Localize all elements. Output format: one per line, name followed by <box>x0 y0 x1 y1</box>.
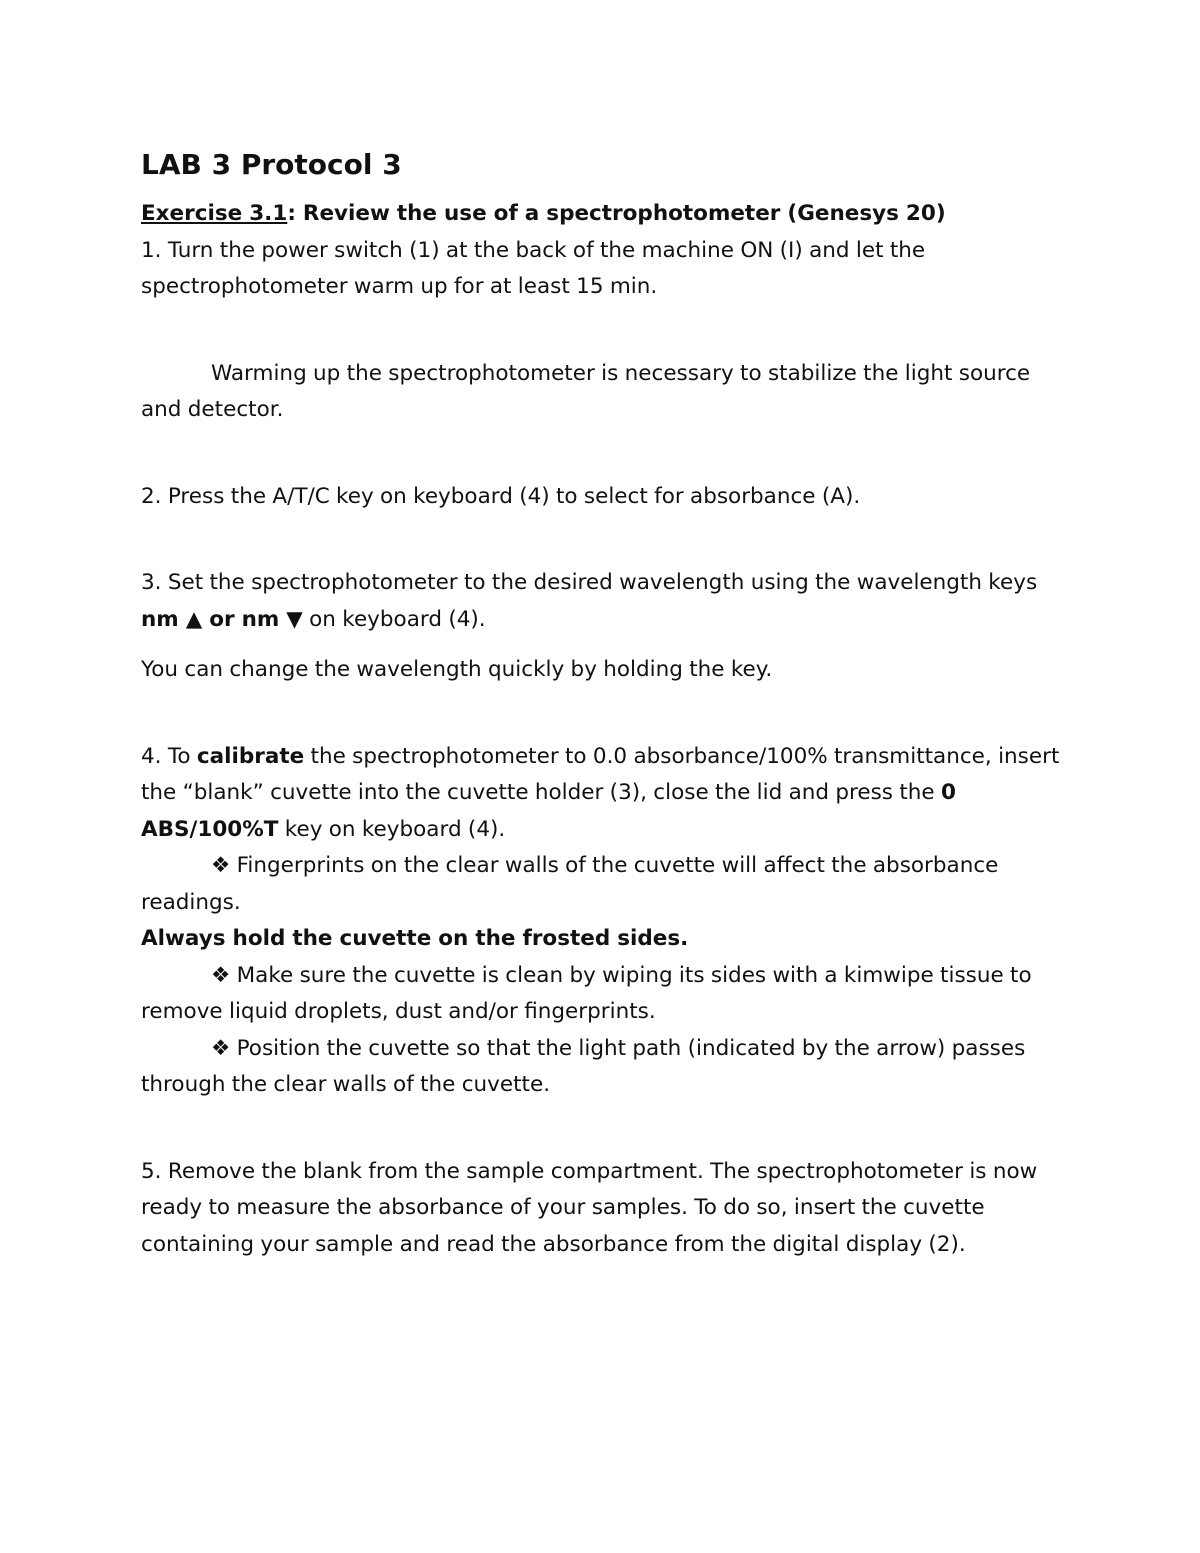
calibrate-word: calibrate <box>196 743 305 769</box>
abs-key-label: 0 ABS/100%T <box>141 780 956 842</box>
step-4-text-mid: the spectrophotometer to 0.0 absorbance/100% transmittance, insert the “blank” cuvette into the cuvette holder (3), close the lid and press the <box>141 743 1060 805</box>
step-3-text: 3. Set the spectrophotometer to the desired wavelength using the wavelength keys <box>141 570 1038 595</box>
step-4-text: 4. To <box>141 743 197 769</box>
exercise-heading <box>141 196 1060 233</box>
exercise-heading-text: : Review the use of a spectrophotometer (Genesys 20) <box>287 201 946 226</box>
step-5: 5. Remove the blank from the sample compartment. The spectrophotometer is now ready to measure the absorbance of your samples. To do so, insert the cuvette containing your sample and read the absorbance from the digital display (2). <box>141 1158 1038 1257</box>
bullet-light-path: ❖ Position the cuvette so that the light path (indicated by the arrow) passes through the clear walls of the cuvette. <box>141 1035 1026 1097</box>
step-4-text-end: key on keyboard (4). <box>278 816 506 842</box>
bullet-fingerprints: ❖ Fingerprints on the clear walls of the cuvette will affect the absorbance readings. <box>141 853 999 915</box>
step-4 <box>141 739 1060 849</box>
step-3-note: You can change the wavelength quickly by holding the key. <box>141 657 773 682</box>
step-3-text-end: on keyboard (4). <box>302 606 486 632</box>
wavelength-keys: nm ▲ or nm ▼ <box>141 606 303 632</box>
step-3 <box>141 565 1060 638</box>
warning-frosted-sides: Always hold the cuvette on the frosted sides. <box>141 926 689 951</box>
page-title: LAB 3 Protocol 3 <box>141 148 402 181</box>
exercise-label: Exercise 3.1 <box>141 201 288 226</box>
step-1: 1. Turn the power switch (1) at the back of the machine ON (I) and let the spectrophotometer warm up for at least 15 min. <box>141 237 926 299</box>
bullet-clean-cuvette: ❖ Make sure the cuvette is clean by wiping its sides with a kimwipe tissue to remove liquid droplets, dust and/or fingerprints. <box>141 962 1032 1024</box>
step-2: 2. Press the A/T/C key on keyboard (4) to select for absorbance (A). <box>141 483 861 509</box>
warmup-note: Warming up the spectrophotometer is necessary to stabilize the light source and detector. <box>141 360 1031 422</box>
